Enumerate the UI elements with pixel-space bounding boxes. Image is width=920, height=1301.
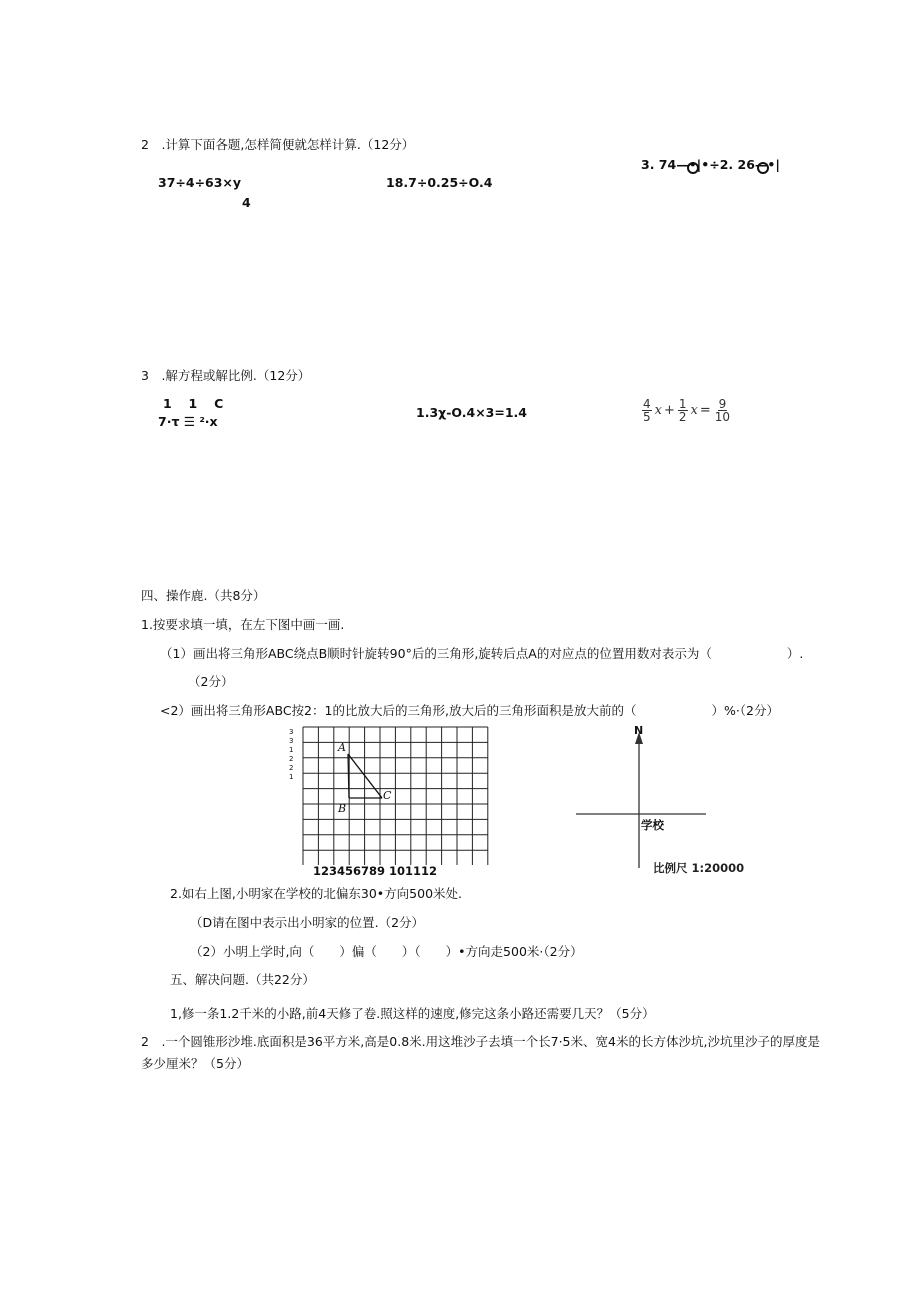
fraction-b: $\frac{1}{2}$ [678,397,687,424]
calc-expression-2: 18.7÷0.25÷O.4 [386,175,493,190]
expr3-mark-2 [757,162,769,174]
section3-title: 3 .解方程或解比例.（12分） [141,368,311,383]
section4-question-1-1: （1）画出将三角形ABC绕点B顺时针旋转90°后的三角形,旋转后点A的对应点的位置用数对表示为（ ）. [160,646,804,661]
coordinate-grid-figure [291,725,491,865]
equation-2: 1.3χ-O.4×3=1.4 [416,405,527,420]
section4-question-1: 1.按要求填一填，在左下图中画一画. [141,617,345,632]
section4-question-2: 2.如右上图,小明家在学校的北偏东30•方向500米处. [170,886,463,901]
fraction-c: $\frac{9}{10}$ [714,397,731,424]
grid-x-axis-labels: 123456789 101112 [313,864,438,878]
section4-question-1-1-score: （2分） [188,674,234,689]
point-label-b: B [338,802,347,815]
calc-expression-1-sub: 4 [242,195,251,210]
school-compass-figure [573,722,773,882]
point-label-c: C [383,789,392,802]
grid-y-axis-labels: 3 3 1 2 2 1 [289,728,294,781]
section5-question-2-line-1: 2 .一个圆锥形沙堆.底面积是36平方米,高是0.8米.用这堆沙子去填一个长7·5米、宽4米的长方体沙坑,沙坑里沙子的厚度是 [141,1034,820,1049]
north-label: N [634,724,644,737]
section5-title: 五、解决问题.（共22分） [170,972,315,987]
section5-question-2-line-2: 多少厘米？（5分） [141,1056,249,1071]
section4-title: 四、操作鹿.（共8分） [141,588,266,603]
equation-1-bottom: 7·τ ☰ ²·x [158,414,218,429]
fraction-a: $\frac{4}{5}$ [643,397,651,424]
section4-question-2-2: （2）小明上学时,向（ ）偏（ ）（ ）•方向走500米·（2分） [190,944,583,959]
scale-label: 比例尺 1:20000 [653,861,745,875]
expr3-mark-1 [687,162,699,174]
calc-expression-1: 37÷4÷63×y [158,175,242,190]
calc-expression-3: 3. 74—•|•÷2. 26—•| [641,157,780,172]
equation-1-top: 1 1 C [163,396,224,411]
section4-question-2-1: （D请在图中表示出小明家的位置.（2分） [190,915,425,930]
section4-question-1-2: <2）画出将三角形ABC按2：1的比放大后的三角形,放大后的三角形面积是放大前的（ ）%·（2分） [160,703,779,718]
section5-question-1: 1,修一条1.2千米的小路,前4天修了卷.照这样的速度,修完这条小路还需要几天？（5分） [170,1006,655,1021]
point-label-a: A [338,741,346,754]
equation-3: $\frac{4}{5}$ x + $\frac{1}{2}$ x = $\frac{9}{10}$ [643,397,731,424]
section2-title: 2 .计算下面各题,怎样简便就怎样计算.（12分） [141,137,415,152]
school-label: 学校 [641,818,664,832]
